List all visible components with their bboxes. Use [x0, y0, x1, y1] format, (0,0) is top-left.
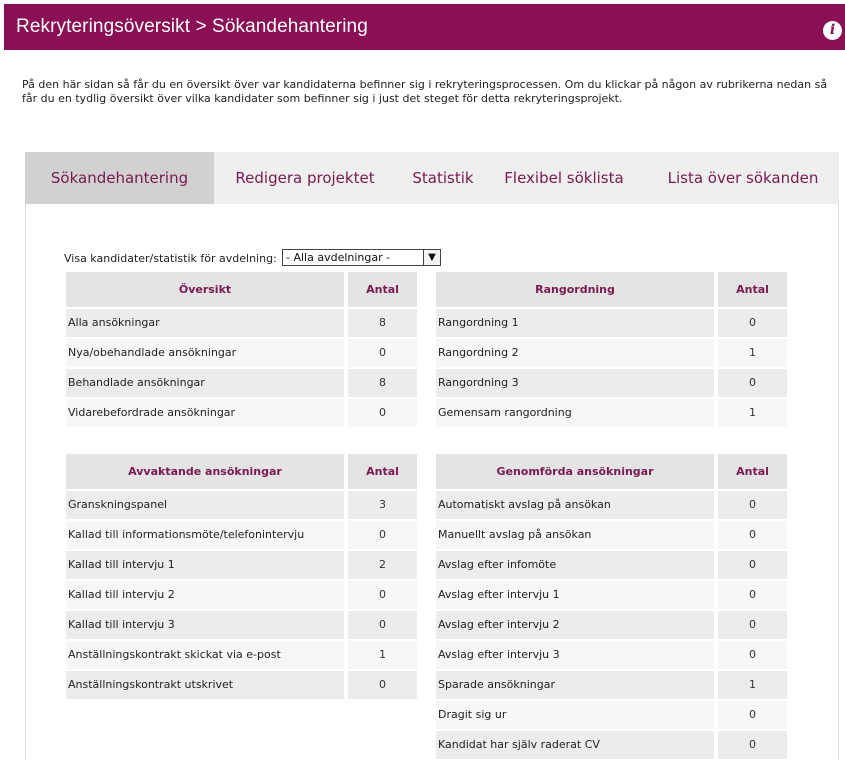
row-label[interactable]: Avslag efter infomöte: [436, 551, 714, 579]
table-row[interactable]: [436, 671, 787, 701]
table-row[interactable]: [436, 581, 787, 611]
row-label[interactable]: Kallad till intervju 2: [66, 581, 344, 609]
row-label[interactable]: Anställningskontrakt utskrivet: [66, 671, 344, 699]
intro-text: På den här sidan så får du en översikt över var kandidaterna befinner sig i rekryteringsprocessen. Om du klickar på någon av rubrikerna nedan så får du en tydlig översikt över vilka kandidater som befinner sig i just det steget för detta rekryteringsprojekt.: [22, 78, 828, 105]
row-count: 0: [718, 701, 787, 729]
tab-redigera-projektet[interactable]: Redigera projektet: [235, 169, 375, 187]
tab-flexibel-soklista[interactable]: Flexibel söklista: [504, 169, 624, 187]
table-row[interactable]: [436, 551, 787, 581]
table-row[interactable]: [436, 339, 787, 369]
table-row[interactable]: [436, 731, 787, 760]
row-label[interactable]: Kandidat har själv raderat CV: [436, 731, 714, 759]
tab-statistik[interactable]: Statistik: [412, 169, 474, 187]
table-row[interactable]: [66, 671, 417, 701]
table-row[interactable]: [436, 309, 787, 339]
row-label[interactable]: Nya/obehandlade ansökningar: [66, 339, 344, 367]
row-label[interactable]: Granskningspanel: [66, 491, 344, 519]
tab-bar: [25, 152, 839, 204]
row-count: 0: [718, 611, 787, 639]
row-label[interactable]: Gemensam rangordning: [436, 399, 714, 427]
row-count: 0: [718, 641, 787, 669]
table-header: [436, 272, 787, 309]
row-count: 0: [348, 399, 417, 427]
oversikt-table: [66, 272, 417, 429]
row-count: 3: [348, 491, 417, 519]
department-select-value: - Alla avdelningar -: [286, 251, 391, 264]
table-row[interactable]: [436, 611, 787, 641]
table-row[interactable]: [66, 369, 417, 399]
row-count: 0: [348, 521, 417, 549]
row-label[interactable]: Dragit sig ur: [436, 701, 714, 729]
column-header-count: Antal: [718, 454, 787, 489]
row-label[interactable]: Avslag efter intervju 1: [436, 581, 714, 609]
info-icon[interactable]: i: [823, 21, 842, 40]
row-label[interactable]: Rangordning 1: [436, 309, 714, 337]
column-header[interactable]: Genomförda ansökningar: [436, 454, 714, 489]
row-count: 1: [718, 671, 787, 699]
row-count: 0: [718, 309, 787, 337]
table-header: [66, 454, 417, 491]
table-header: [66, 272, 417, 309]
avvaktande-table: [66, 454, 417, 701]
row-count: 0: [718, 731, 787, 759]
row-label[interactable]: Anställningskontrakt skickat via e-post: [66, 641, 344, 669]
table-header: [436, 454, 787, 491]
table-row[interactable]: [66, 339, 417, 369]
column-header[interactable]: Rangordning: [436, 272, 714, 307]
row-label[interactable]: Vidarebefordrade ansökningar: [66, 399, 344, 427]
table-row[interactable]: [436, 641, 787, 671]
row-label[interactable]: Alla ansökningar: [66, 309, 344, 337]
table-row[interactable]: [66, 399, 417, 429]
row-count: 0: [718, 551, 787, 579]
table-row[interactable]: [66, 611, 417, 641]
row-count: 0: [718, 521, 787, 549]
row-count: 0: [348, 339, 417, 367]
tab-lista-over-sokanden[interactable]: Lista över sökanden: [667, 169, 819, 187]
row-count: 0: [718, 491, 787, 519]
tab-sokandehantering[interactable]: Sökandehantering: [25, 152, 214, 204]
row-count: 8: [348, 369, 417, 397]
column-header-count: Antal: [348, 454, 417, 489]
row-label[interactable]: Rangordning 2: [436, 339, 714, 367]
row-label[interactable]: Sparade ansökningar: [436, 671, 714, 699]
department-filter-label: Visa kandidater/statistik för avdelning:: [64, 252, 277, 265]
row-count: 0: [348, 611, 417, 639]
row-count: 0: [718, 369, 787, 397]
table-row[interactable]: [436, 369, 787, 399]
department-select[interactable]: [282, 249, 441, 266]
page-header: [4, 4, 845, 50]
table-row[interactable]: [66, 309, 417, 339]
column-header[interactable]: Avvaktande ansökningar: [66, 454, 344, 489]
row-label[interactable]: Automatiskt avslag på ansökan: [436, 491, 714, 519]
row-label[interactable]: Rangordning 3: [436, 369, 714, 397]
row-label[interactable]: Behandlade ansökningar: [66, 369, 344, 397]
genomforda-table: [436, 454, 787, 760]
table-row[interactable]: [436, 399, 787, 429]
row-count: 8: [348, 309, 417, 337]
row-label[interactable]: Kallad till intervju 3: [66, 611, 344, 639]
table-row[interactable]: [66, 521, 417, 551]
row-label[interactable]: Avslag efter intervju 3: [436, 641, 714, 669]
row-count: 1: [348, 641, 417, 669]
row-count: 0: [348, 581, 417, 609]
column-header-count: Antal: [718, 272, 787, 307]
row-label[interactable]: Kallad till informationsmöte/telefonintervju: [66, 521, 344, 549]
page-title: Rekryteringsöversikt > Sökandehantering: [16, 16, 368, 37]
column-header-count: Antal: [348, 272, 417, 307]
row-label[interactable]: Manuellt avslag på ansökan: [436, 521, 714, 549]
table-row[interactable]: [66, 641, 417, 671]
rangordning-table: [436, 272, 787, 429]
column-header[interactable]: Översikt: [66, 272, 344, 307]
table-row[interactable]: [66, 581, 417, 611]
table-row[interactable]: [436, 521, 787, 551]
row-count: 0: [718, 581, 787, 609]
row-label[interactable]: Kallad till intervju 1: [66, 551, 344, 579]
table-row[interactable]: [66, 491, 417, 521]
row-count: 1: [718, 339, 787, 367]
row-count: 2: [348, 551, 417, 579]
table-row[interactable]: [436, 491, 787, 521]
row-count: 1: [718, 399, 787, 427]
row-count: 0: [348, 671, 417, 699]
table-row[interactable]: [66, 551, 417, 581]
table-row[interactable]: [436, 701, 787, 731]
chevron-down-icon: ▼: [423, 250, 440, 265]
row-label[interactable]: Avslag efter intervju 2: [436, 611, 714, 639]
